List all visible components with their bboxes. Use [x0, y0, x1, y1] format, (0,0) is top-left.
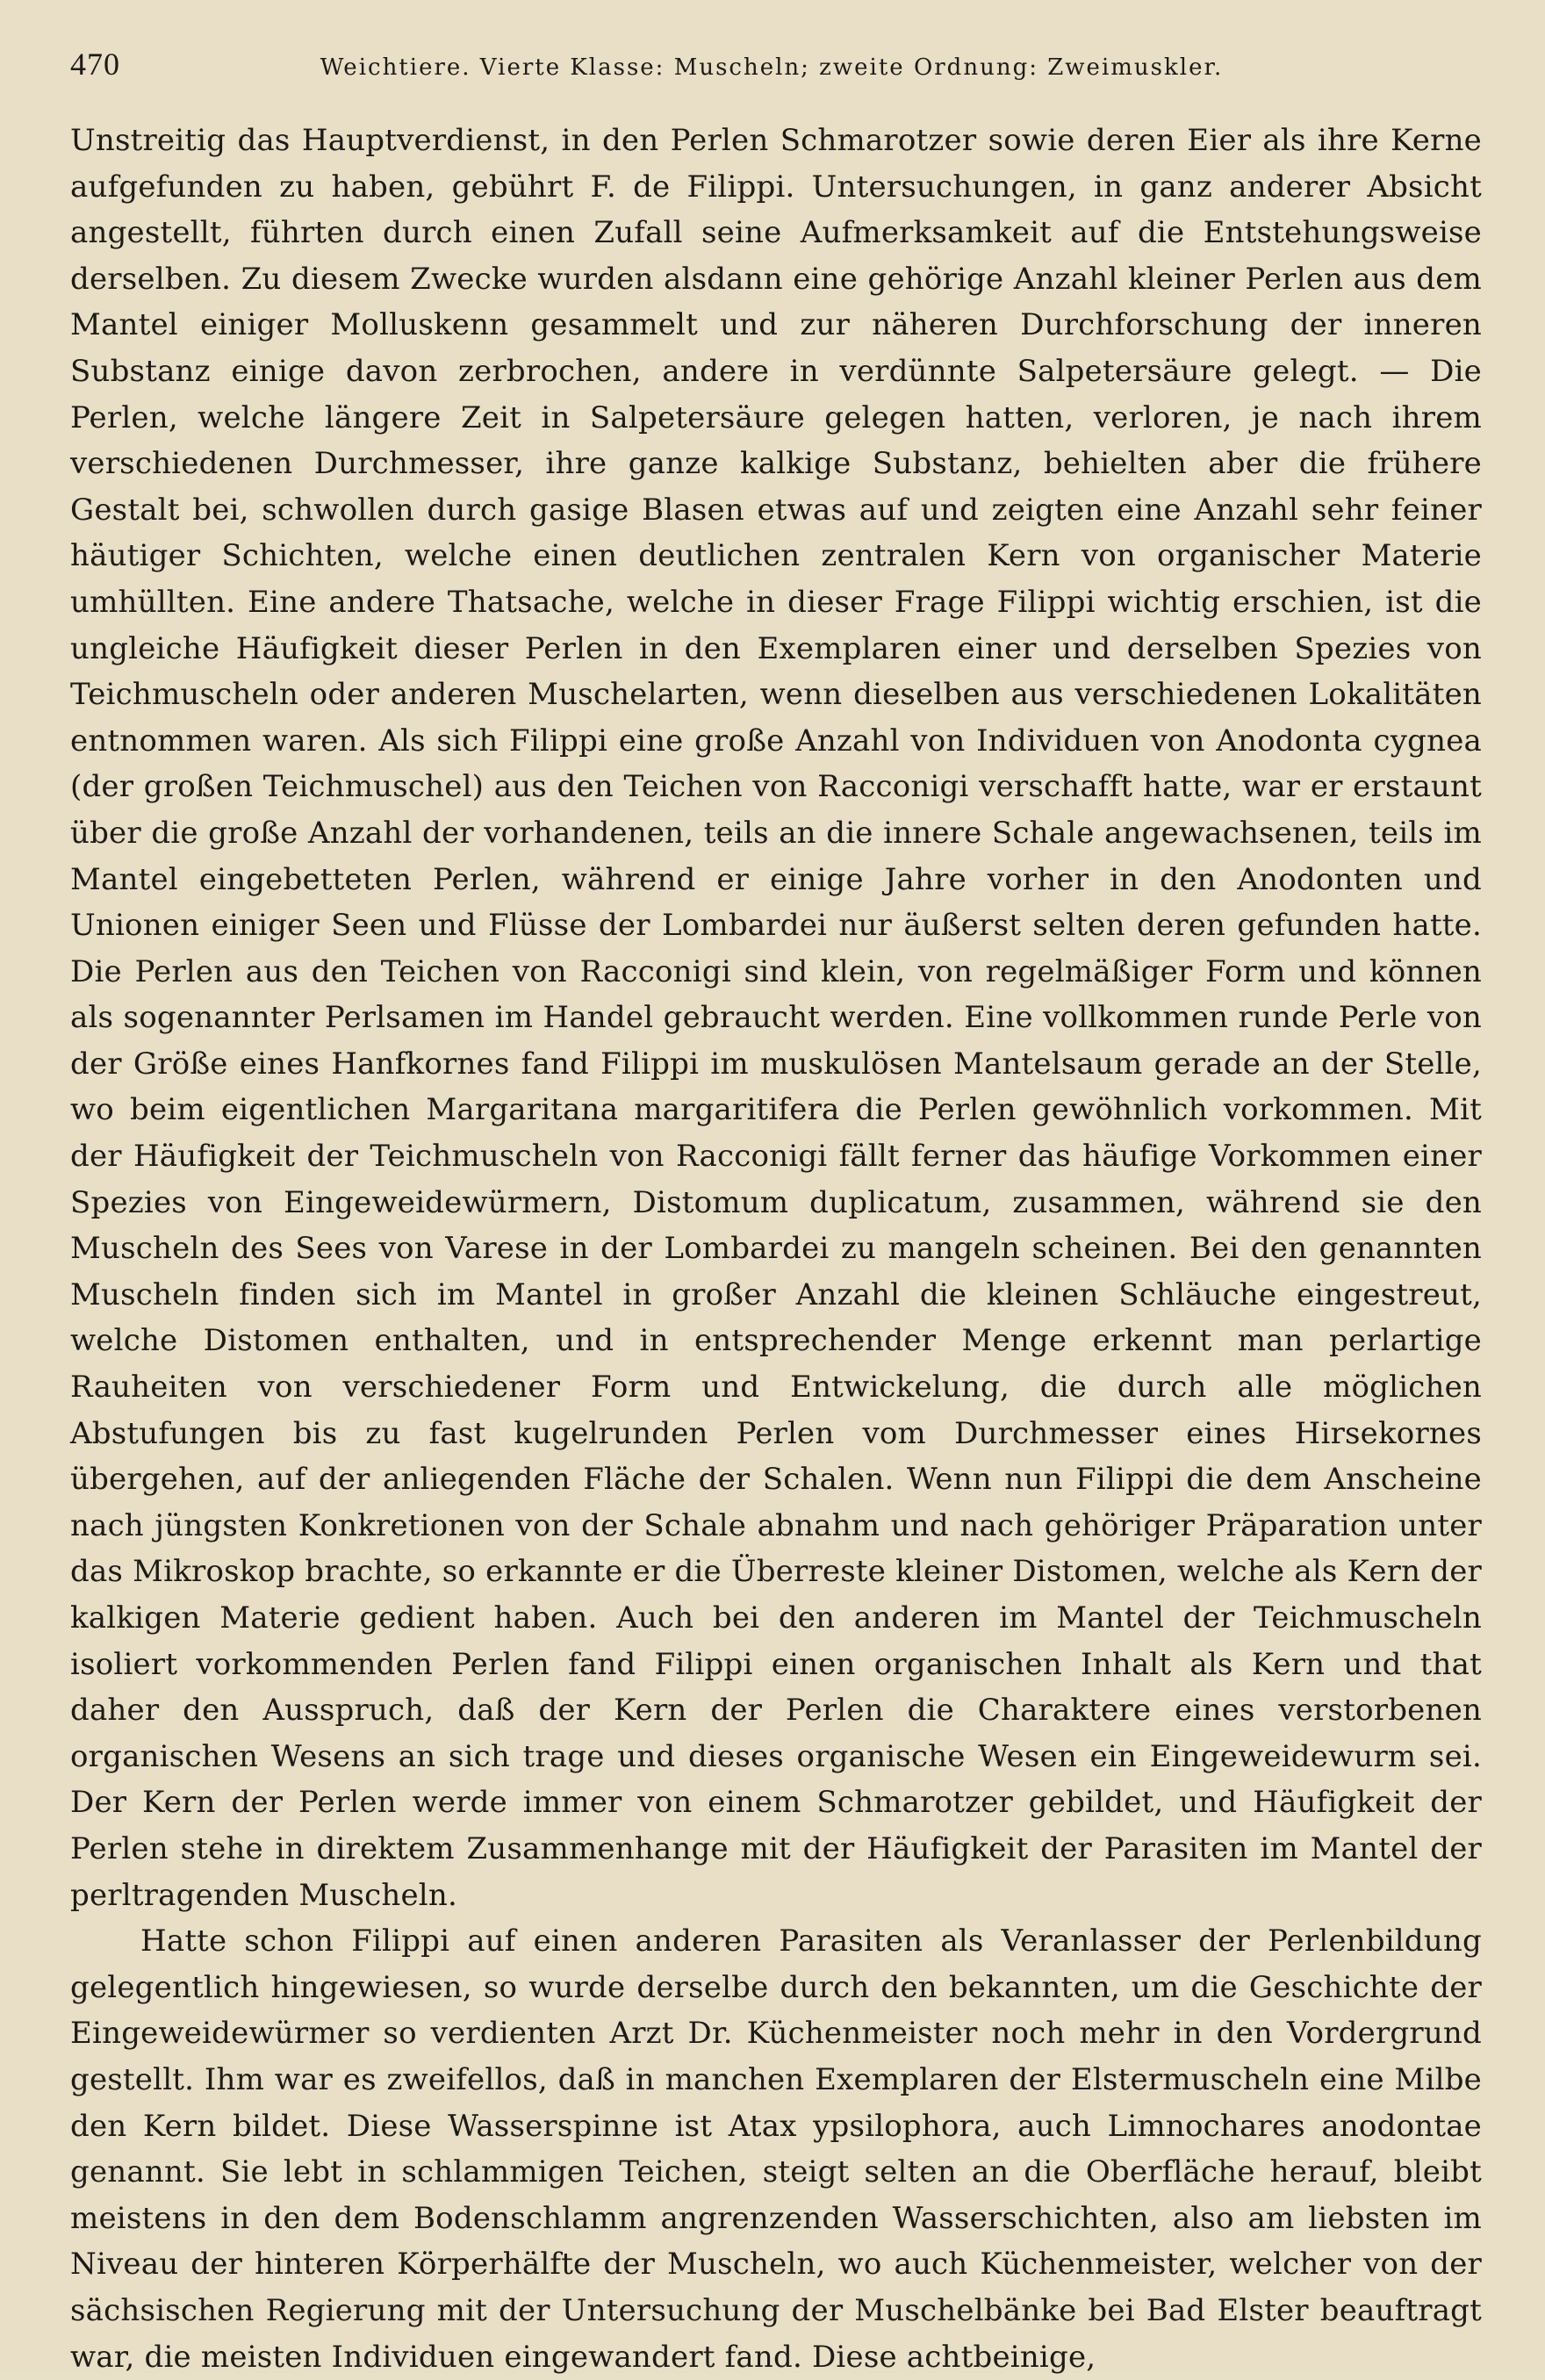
body-text [70, 118, 1482, 2380]
page-number: 470 [70, 47, 120, 82]
running-head [70, 46, 1482, 98]
paragraph-2: Hatte schon Filippi auf einen anderen Parasiten als Veranlasser der Perlenbildung gelegentlich hingewiesen, so wurde derselbe durch den bekannten, um die Geschichte der Eingeweidewürmer so verdienten Arzt Dr. Küchenmeister noch mehr in den Vordergrund gestellt. Ihm war es zweifellos, daß in manchen Exemplaren der Elstermuscheln eine Milbe den Kern bildet. Diese Wasserspinne ist Atax ypsilophora, auch Limnochares anodontae genannt. Sie lebt in schlammigen Teichen, steigt selten an die Oberfläche herauf, bleibt meistens in den dem Bodenschlamm angrenzenden Wasserschichten, also am liebsten im Niveau der hinteren Körperhälfte der Muscheln, wo auch Küchenmeister, welcher von der sächsischen Regierung mit der Untersuchung der Muschelbänke bei Bad Elster beauftragt war, die meisten Individuen eingewandert fand. Diese achtbeinige, [70, 1923, 1482, 2375]
paragraph-1: Unstreitig das Hauptverdienst, in den Perlen Schmarotzer sowie deren Eier als ihre Kerne aufgefunden zu haben, gebührt F. de Filippi. Untersuchungen, in ganz anderer Absicht angestellt, führten durch einen Zufall seine Aufmerksamkeit auf die Entstehungsweise derselben. Zu diesem Zwecke wurden alsdann eine gehörige Anzahl kleiner Perlen aus dem Mantel einiger Molluskenn gesammelt und zur näheren Durchforschung der inneren Substanz einige davon zerbrochen, andere in verdünnte Salpetersäure gelegt. — Die Perlen, welche längere Zeit in Salpetersäure gelegen hatten, verloren, je nach ihrem verschiedenen Durchmesser, ihre ganze kalkige Substanz, behielten aber die frühere Gestalt bei, schwollen durch gasige Blasen etwas auf und zeigten eine Anzahl sehr feiner häutiger Schichten, welche einen deutlichen zentralen Kern von organischer Materie umhüllten. Eine andere Thatsache, welche in dieser Frage Filippi wichtig erschien, ist die ungleiche Häufigkeit dieser Perlen in den Exemplaren einer und derselben Spezies von Teichmuscheln oder anderen Muschelarten, wenn dieselben aus verschiedenen Lokalitäten entnommen waren. Als sich Filippi eine große Anzahl von Individuen von Anodonta cygnea (der großen Teichmuschel) aus den Teichen von Racconigi verschafft hatte, war er erstaunt über die große Anzahl der vorhandenen, teils an die innere Schale angewachsenen, teils im Mantel eingebetteten Perlen, während er einige Jahre vorher in den Anodonten und Unionen einiger Seen und Flüsse der Lombardei nur äußerst selten deren gefunden hatte. Die Perlen aus den Teichen von Racconigi sind klein, von regelmäßiger Form und können als sogenannter Perlsamen im Handel gebraucht werden. Eine vollkommen runde Perle von der Größe eines Hanfkornes fand Filippi im muskulösen Mantelsaum gerade an der Stelle, wo beim eigentlichen Margaritana margaritifera die Perlen gewöhnlich vorkommen. Mit der Häufigkeit der Teichmuscheln von Racconigi fällt ferner das häufige Vorkommen einer Spezies von Eingeweidewürmern, Distomum duplicatum, zusammen, während sie den Muscheln des Sees von Varese in der Lombardei zu mangeln scheinen. Bei den genannten Muscheln finden sich im Mantel in großer Anzahl die kleinen Schläuche eingestreut, welche Distomen enthalten, und in entsprechender Menge erkennt man perlartige Rauheiten von verschiedener Form und Entwickelung, die durch alle möglichen Abstufungen bis zu fast kugelrunden Perlen vom Durchmesser eines Hirsekornes übergehen, auf der anliegenden Fläche der Schalen. Wenn nun Filippi die dem Anscheine nach jüngsten Konkretionen von der Schale abnahm und nach gehöriger Präparation unter das Mikroskop brachte, so erkannte er die Überreste kleiner Distomen, welche als Kern der kalkigen Materie gedient haben. Auch bei den anderen im Mantel der Teichmuscheln isoliert vorkommenden Perlen fand Filippi einen organischen Inhalt als Kern und that daher den Ausspruch, daß der Kern der Perlen die Charaktere eines verstorbenen organischen Wesens an sich trage und dieses organische Wesen ein Eingeweidewurm sei. Der Kern der Perlen werde immer von einem Schmarotzer gebildet, und Häufigkeit der Perlen stehe in direktem Zusammenhange mit der Häufigkeit der Parasiten im Mantel der perltragenden Muscheln. [70, 123, 1482, 1913]
running-title: Weichtiere. Vierte Klasse: Muscheln; zweite Ordnung: Zweimuskler. [320, 54, 1224, 81]
